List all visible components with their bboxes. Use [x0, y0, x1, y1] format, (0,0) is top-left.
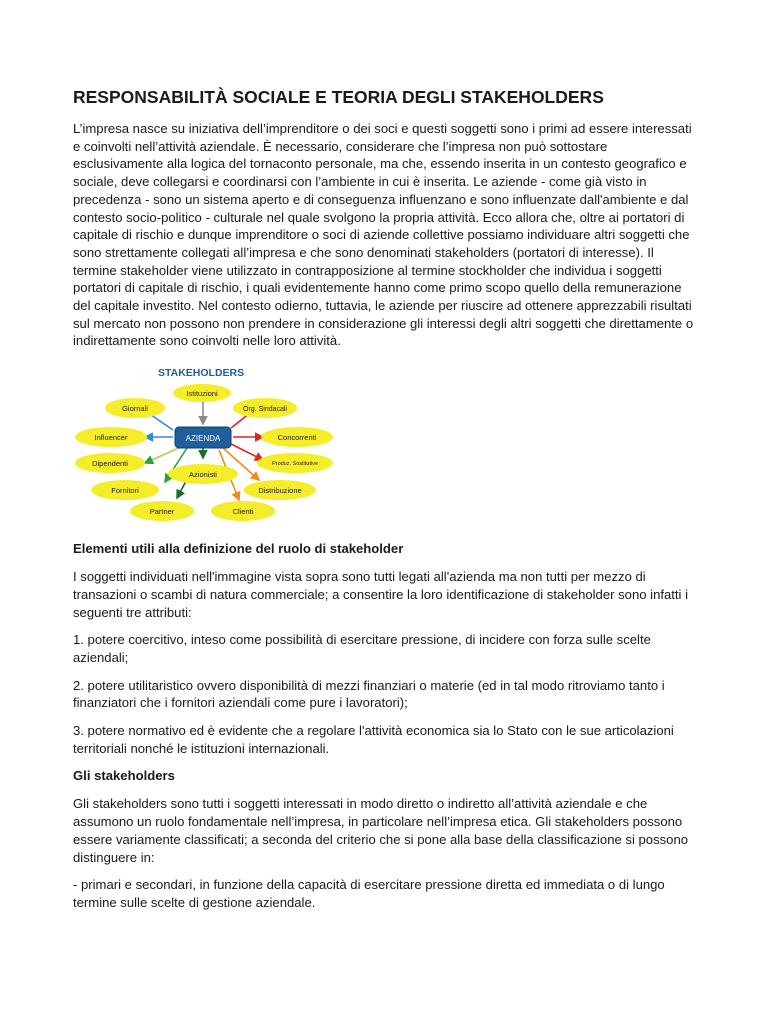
section1-paragraph-1: I soggetti individuati nell'immagine vista sopra sono tutti legati all'azienda ma non tutti per mezzo di transazioni o scambi di natura commerciale; a consentire la loro identificazione di stakeholder sono infatti i seguenti tre attributi: [73, 569, 688, 620]
section2-paragraph-1: Gli stakeholders sono tutti i soggetti interessati in modo diretto o indiretto all’attività aziendale e che assumono un ruolo fondamentale nell’impresa, in particolare nell’impresa etica. Gli stakeholders possono essere variamente classificati; a seconda del criterio che si pone alla base della classificazione si possono distinguere in: [73, 796, 689, 865]
node-influencer [75, 427, 147, 447]
diagram-heading: STAKEHOLDERS [158, 367, 245, 380]
node-label-produz-sostitutive: Produz. Sostitutive [272, 461, 318, 468]
node-label-influencer: Influencer [94, 433, 128, 443]
node-label-dipendenti: Dipendenti [92, 459, 128, 469]
node-dipendenti [75, 453, 145, 473]
document-page [73, 86, 699, 912]
node-org-sindacali [233, 398, 297, 418]
section-heading-stakeholders: Gli stakeholders [73, 768, 175, 784]
node-label-fornitori: Fornitori [111, 486, 139, 496]
node-giornali [105, 398, 165, 418]
node-label-concorrenti: Concorrenti [277, 433, 317, 443]
node-label-clienti: Clienti [232, 507, 254, 517]
node-label-org-sindacali: Org. Sindacali [243, 406, 287, 414]
section1-paragraph-2: 1. potere coercitivo, inteso come possibilità di esercitare pressione, di incidere con forza sulle scelte aziendali; [73, 632, 651, 665]
section-heading-elementi: Elementi utili alla definizione del ruolo di stakeholder [73, 541, 404, 557]
intro-paragraph: L’impresa nasce su iniziativa dell’imprenditore o dei soci e questi soggetti sono i primi ad essere interessati e coinvolti nell’attività aziendale. È necessario, considerare che l’impresa non può sottostare esclusivamente alla logica del tornaconto personale, ma che, essendo inserita in un contesto geografico e sociale, deve collegarsi e coordinarsi con l’ambiente in cui è inserita. Le aziende - come già visto in precedenza - sono un sistema aperto e di conseguenza influenzano e sono influenzate dall'ambiente e dal contesto socio-politico - culturale nel quale svolgono la propria attività. Ecco allora che, oltre ai portatori di capitale di rischio e dunque imprenditore o soci di aziende collettive possiamo individuare altri soggetti che sono strettamente collegati all’impresa e che sono denominati stakeholders (portatori di interesse). Il termine stakeholder viene utilizzato in contrapposizione al termine stockholder che individua i soggetti portatori di capitale di rischio, i quali evidentemente hanno come primo scopo quello della remunerazione del capitale investito. Nel contesto odierno, tuttavia, le aziende per riuscire ad ottenere apprezzabili risultati sul mercato non possono non prendere in considerazione gli interessi degli altri soggetti che direttamente o indirettamente sono coinvolti nelle loro attività. [73, 121, 694, 349]
node-clienti [211, 501, 275, 521]
node-label-partner: Partner [149, 507, 175, 517]
stakeholders-diagram-svg [73, 364, 343, 524]
diagram-arrows [141, 402, 263, 500]
node-label-istituzioni: Istituzioni [186, 389, 218, 399]
section1-paragraph-4: 3. potere normativo ed è evidente che a regolare l'attività economica sia lo Stato con le sue articolazioni territoriali nonché le istituzioni internazionali. [73, 723, 674, 756]
node-concorrenti [261, 427, 333, 447]
node-azienda [175, 427, 231, 448]
page-title: RESPONSABILITÀ SOCIALE E TEORIA DEGLI STAKEHOLDERS [73, 87, 604, 107]
stakeholders-diagram [73, 364, 343, 524]
node-azionisti [168, 464, 238, 484]
node-label-azionisti: Azionisti [189, 470, 217, 480]
node-istituzioni [173, 384, 231, 402]
node-label-azienda: AZIENDA [185, 434, 221, 444]
node-fornitori [91, 480, 159, 500]
node-label-distribuzione: Distribuzione [258, 486, 302, 496]
node-distribuzione [244, 480, 316, 500]
section2-paragraph-2: - primari e secondari, in funzione della capacità di esercitare pressione diretta ed immediata o di lungo termine sulle scelte di gestione aziendale. [73, 877, 665, 910]
section1-paragraph-3: 2. potere utilitaristico ovvero disponibilità di mezzi finanziari o materie (ed in tal modo ritroviamo tanto i finanziatori che i fornitori aziendali come pure i lavoratori); [73, 677, 665, 711]
node-partner [130, 501, 194, 521]
node-produz-sostitutive [257, 453, 333, 473]
node-label-giornali: Giornali [122, 404, 148, 414]
